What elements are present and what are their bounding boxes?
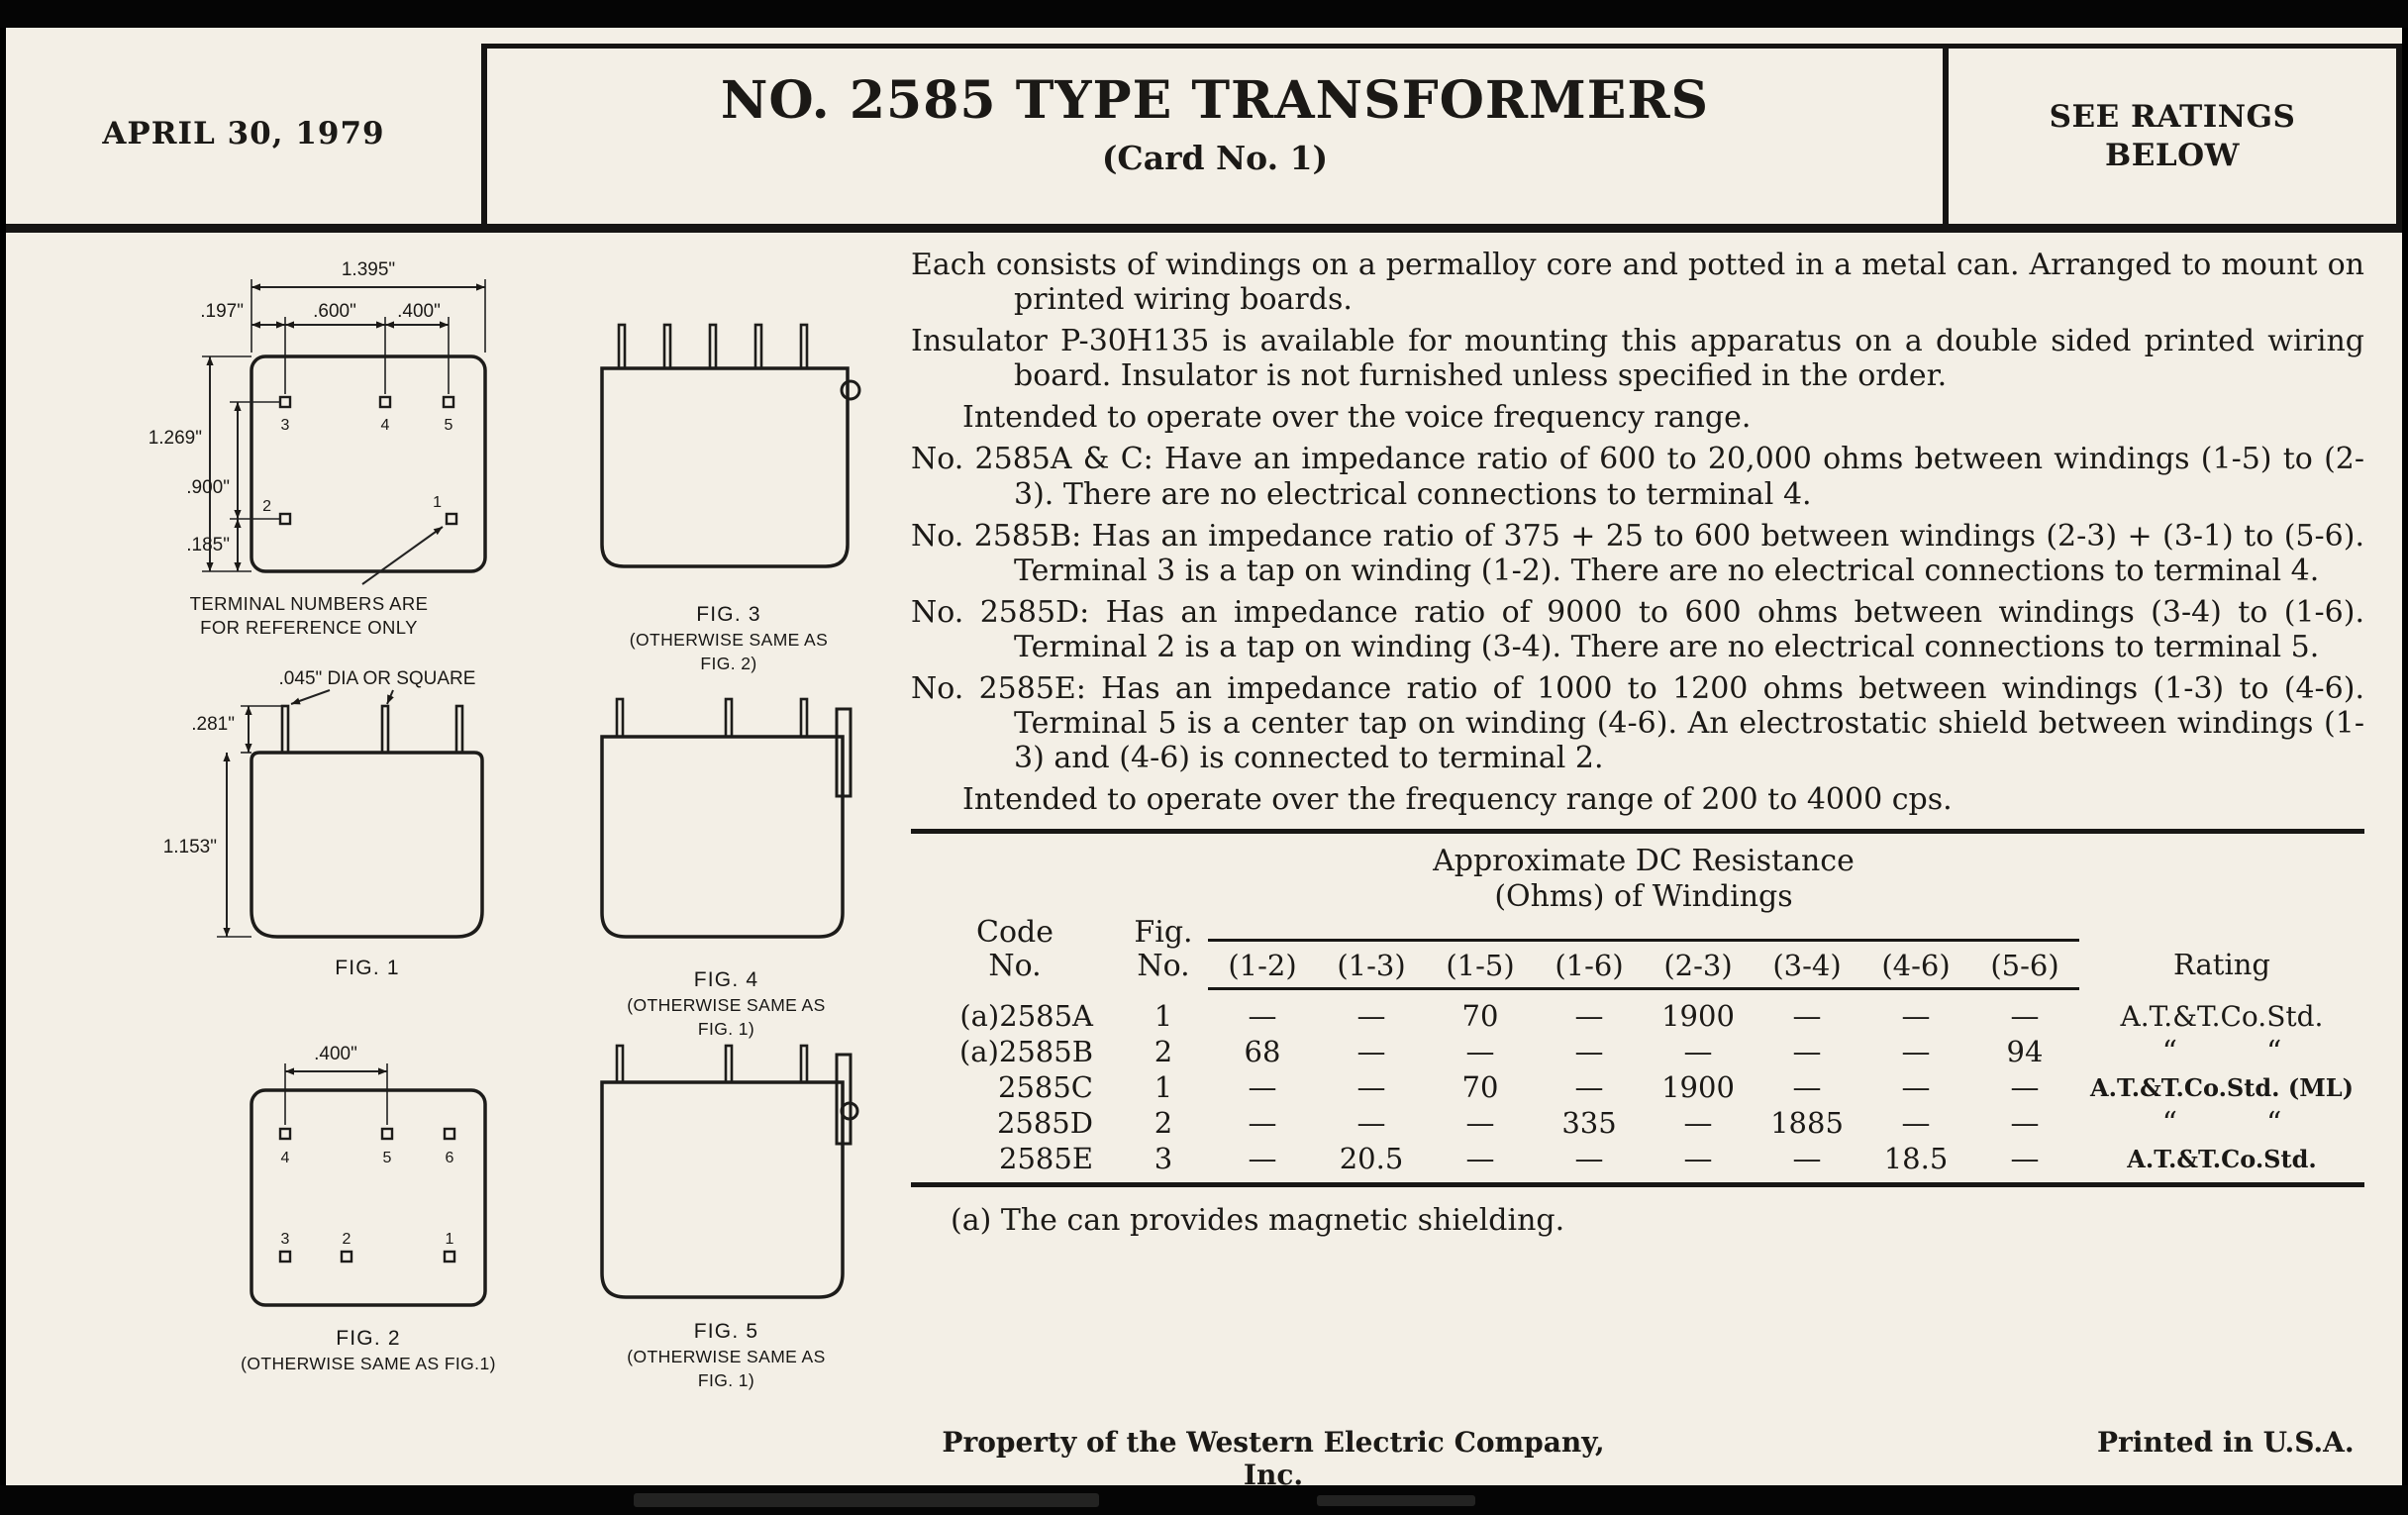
fig5-caption-text: FIG. 5 bbox=[693, 1320, 759, 1343]
fig1-can-outline bbox=[251, 356, 485, 571]
table-bottom-rule bbox=[911, 1182, 2364, 1187]
value-cell: 1900 bbox=[1661, 999, 1735, 1034]
winding-column-label: (1-5) bbox=[1446, 949, 1515, 983]
value-cell: 70 bbox=[1461, 999, 1499, 1034]
description-paragraph: No. 2585E: Has an impedance ratio of 1000 to 1200 ohms between windings (1-3) to (4-6). Terminal 5 is a center tap on winding (4-6). An electrostatic shield between windings (1-3) and (4-6) is connected to terminal 2. bbox=[911, 671, 2364, 776]
value-cell: — bbox=[1248, 1142, 1277, 1176]
dc-resistance-table bbox=[911, 829, 2364, 1238]
description-paragraph: No. 2585B: Has an impedance ratio of 375 + 25 to 600 between windings (2-3) + (3-1) to (5-6). Terminal 3 is a tap on winding (1-2). There are no electrical connections to terminal 4. bbox=[911, 518, 2364, 588]
value-cell: 94 bbox=[2006, 1035, 2044, 1069]
property-notice: Property of the Western Electric Company, Inc. bbox=[942, 1426, 1605, 1491]
value-cell: — bbox=[2010, 1070, 2040, 1105]
terminal-number: 5 bbox=[444, 417, 453, 434]
value-cell: — bbox=[1683, 1142, 1713, 1176]
fig3-caption-text: FIG. 3 bbox=[696, 603, 761, 626]
terminal-note-line1: TERMINAL NUMBERS ARE bbox=[189, 593, 429, 614]
table-body bbox=[911, 998, 2364, 1176]
value-cell: 1885 bbox=[1770, 1106, 1844, 1141]
table-header-row bbox=[911, 916, 2364, 982]
fig3-subcaption-line1: (OTHERWISE SAME AS bbox=[629, 630, 829, 650]
value-cell: — bbox=[1356, 1106, 1386, 1141]
rating-cell: A.T.&T.Co.Std. (ML) bbox=[2090, 1072, 2354, 1102]
description-paragraph: No. 2585A & C: Have an impedance ratio of 600 to 20,000 ohms between windings (1-5) to (2-3). There are no electrical connections to terminal 4. bbox=[911, 442, 2364, 512]
printed-in-notice: Printed in U.S.A. bbox=[2097, 1426, 2355, 1459]
value-cell: — bbox=[1901, 1070, 1931, 1105]
scan-smudge bbox=[1317, 1495, 1475, 1506]
value-cell: 1900 bbox=[1661, 1070, 1735, 1105]
ratings-note-line2: BELOW bbox=[2105, 137, 2240, 173]
table-row bbox=[911, 1069, 2364, 1105]
winding-column-label: (1-3) bbox=[1337, 949, 1406, 983]
fig1-dim-mid-label: .600" bbox=[313, 301, 356, 322]
fig5-subcaption-line2: FIG. 1) bbox=[697, 1370, 755, 1390]
ratings-note-line1: SEE RATINGS bbox=[2049, 98, 2296, 135]
value-cell: — bbox=[1574, 1070, 1604, 1105]
value-cell: — bbox=[1574, 1142, 1604, 1176]
value-cell: 68 bbox=[1244, 1035, 1281, 1069]
fig1-dim-inner-label: .900" bbox=[186, 477, 230, 498]
fig1-caption-text: FIG. 1 bbox=[335, 957, 400, 979]
terminal-number: 3 bbox=[280, 1231, 290, 1248]
terminal-number: 4 bbox=[380, 417, 390, 434]
value-cell: — bbox=[1465, 1142, 1495, 1176]
value-cell: — bbox=[1465, 1035, 1495, 1069]
table-footnote: (a) The can provides magnetic shielding. bbox=[951, 1203, 1565, 1239]
page-title: NO. 2585 TYPE TRANSFORMERS bbox=[720, 70, 1710, 131]
fig2-dim-width-label: .400" bbox=[314, 1044, 357, 1064]
issue-date: APRIL 30, 1979 bbox=[102, 116, 385, 152]
fig1-side-can-outline bbox=[251, 753, 482, 937]
table-row bbox=[911, 998, 2364, 1034]
value-cell: 20.5 bbox=[1339, 1142, 1404, 1176]
table-row bbox=[911, 1105, 2364, 1141]
figures-column bbox=[6, 226, 915, 1488]
terminal-number: 2 bbox=[262, 498, 271, 515]
rating-cell: “ “ bbox=[2161, 1034, 2282, 1069]
terminal-number: 5 bbox=[382, 1150, 392, 1166]
code-cell: 2585E bbox=[999, 1142, 1093, 1176]
fig2-top-view-drawing bbox=[154, 1030, 531, 1327]
fig-cell: 1 bbox=[1154, 999, 1173, 1034]
column-header-fig: Fig. No. bbox=[1134, 915, 1193, 983]
fig-cell: 3 bbox=[1154, 1142, 1173, 1176]
datasheet-paper bbox=[6, 28, 2402, 1491]
fig-cell: 2 bbox=[1154, 1035, 1173, 1069]
value-cell: — bbox=[1901, 1106, 1931, 1141]
description-paragraph: Intended to operate over the voice frequency range. bbox=[962, 400, 1752, 436]
code-cell: 2585C bbox=[998, 1070, 1093, 1105]
rating-cell: A.T.&T.Co.Std. bbox=[2120, 999, 2324, 1033]
page-footer bbox=[6, 1426, 2402, 1491]
page-subtitle: (Card No. 1) bbox=[1101, 139, 1329, 177]
fig4-drawing bbox=[590, 693, 862, 946]
table-row bbox=[911, 1141, 2364, 1176]
fig2-caption bbox=[210, 1327, 527, 1374]
fig4-subcaption-line2: FIG. 1) bbox=[697, 1019, 755, 1039]
value-cell: — bbox=[1683, 1035, 1713, 1069]
value-cell: — bbox=[1574, 1035, 1604, 1069]
fig-cell: 2 bbox=[1154, 1106, 1173, 1141]
fig1-pin-dim-label: .045" DIA OR SQUARE bbox=[278, 668, 476, 689]
table-title-line2: (Ohms) of Windings bbox=[1494, 878, 1793, 914]
winding-column-label: (4-6) bbox=[1881, 949, 1951, 983]
value-cell: — bbox=[1792, 1035, 1822, 1069]
fig5-subcaption-line1: (OTHERWISE SAME AS bbox=[627, 1347, 826, 1366]
value-cell: — bbox=[1248, 1070, 1277, 1105]
rating-cell: “ “ bbox=[2161, 1105, 2282, 1141]
description-paragraph: Insulator P-30H135 is available for mounting this apparatus on a double sided printed wiring board. Insulator is not furnished unless specified in the order. bbox=[911, 324, 2364, 394]
fig1-top-view-drawing bbox=[65, 255, 521, 663]
value-cell: — bbox=[1792, 1070, 1822, 1105]
value-cell: — bbox=[2010, 999, 2040, 1034]
winding-column-label: (1-6) bbox=[1555, 949, 1624, 983]
description-column bbox=[911, 248, 2364, 1238]
fig1-pin-height-label: .281" bbox=[191, 714, 235, 735]
terminal-number: 6 bbox=[445, 1150, 454, 1166]
terminal-number: 2 bbox=[342, 1231, 351, 1248]
code-cell: (a)2585B bbox=[958, 1035, 1093, 1069]
title-block bbox=[6, 44, 2402, 233]
description-paragraph: No. 2585D: Has an impedance ratio of 9000 to 600 ohms between windings (3-4) to (1-6). Terminal 2 is a tap on winding (3-4). There are no electrical connections to terminal 5. bbox=[911, 594, 2364, 664]
value-cell: — bbox=[1356, 999, 1386, 1034]
fig1-dim-left-label: .197" bbox=[200, 301, 244, 322]
fig4-caption bbox=[590, 968, 862, 1040]
value-cell: 335 bbox=[1561, 1106, 1617, 1141]
fig3-caption bbox=[590, 603, 867, 674]
fig1-side-view-drawing bbox=[100, 658, 516, 956]
fig1-dim-right-label: .400" bbox=[397, 301, 441, 322]
scan-smudge bbox=[634, 1493, 1099, 1507]
terminal-note-line2: FOR REFERENCE ONLY bbox=[200, 617, 418, 638]
fig4-can-outline bbox=[602, 737, 843, 937]
code-cell: (a)2585A bbox=[959, 999, 1093, 1034]
description-paragraph: Intended to operate over the frequency range of 200 to 4000 cps. bbox=[962, 782, 1953, 818]
value-cell: — bbox=[1248, 999, 1277, 1034]
terminal-number: 1 bbox=[433, 494, 442, 511]
winding-column-label: (3-4) bbox=[1772, 949, 1842, 983]
winding-column-label: (1-2) bbox=[1228, 949, 1297, 983]
value-cell: — bbox=[1792, 1142, 1822, 1176]
value-cell: — bbox=[1356, 1035, 1386, 1069]
fig1-caption bbox=[209, 957, 526, 980]
fig5-drawing bbox=[590, 1040, 862, 1307]
fig3-can-outline bbox=[602, 368, 848, 566]
column-header-code: Code No. bbox=[976, 915, 1054, 983]
table-row bbox=[911, 1034, 2364, 1069]
fig3-drawing bbox=[590, 317, 867, 584]
fig4-caption-text: FIG. 4 bbox=[693, 968, 759, 991]
fig2-subcaption: (OTHERWISE SAME AS FIG.1) bbox=[241, 1354, 496, 1373]
fig1-dim-bottom-label: .185" bbox=[186, 535, 230, 556]
fig1-dim-width-label: 1.395" bbox=[341, 259, 396, 280]
date-cell bbox=[6, 44, 481, 224]
title-cell bbox=[487, 44, 1943, 224]
table-top-rule bbox=[911, 829, 2364, 834]
fig3-subcaption-line2: FIG. 2) bbox=[700, 654, 757, 673]
scan-top-border bbox=[0, 0, 2408, 28]
table-title-line1: Approximate DC Resistance bbox=[1433, 844, 1855, 879]
rating-cell: A.T.&T.Co.Std. bbox=[2127, 1144, 2317, 1173]
table-title bbox=[1208, 844, 2079, 914]
value-cell: — bbox=[2010, 1106, 2040, 1141]
fig2-can-outline bbox=[251, 1090, 485, 1305]
terminal-number: 1 bbox=[445, 1231, 454, 1248]
terminal-number: 3 bbox=[280, 417, 290, 434]
column-header-rating: Rating bbox=[2173, 948, 2270, 982]
fig2-caption-text: FIG. 2 bbox=[336, 1327, 401, 1350]
fig-cell: 1 bbox=[1154, 1070, 1173, 1105]
description-paragraph: Each consists of windings on a permalloy core and potted in a metal can. Arranged to mount on printed wiring boards. bbox=[911, 248, 2364, 318]
winding-column-label: (5-6) bbox=[1990, 949, 2059, 983]
fig1-dim-height-label: 1.269" bbox=[148, 428, 202, 449]
value-cell: — bbox=[1792, 999, 1822, 1034]
table-header-rule bbox=[1208, 987, 2079, 990]
value-cell: — bbox=[1901, 999, 1931, 1034]
code-cell: 2585D bbox=[996, 1106, 1093, 1141]
fig4-subcaption-line1: (OTHERWISE SAME AS bbox=[627, 995, 826, 1015]
winding-columns-header bbox=[1208, 939, 2079, 982]
value-cell: — bbox=[1901, 1035, 1931, 1069]
value-cell: 18.5 bbox=[1883, 1142, 1949, 1176]
fig1-can-height-label: 1.153" bbox=[162, 837, 217, 858]
value-cell: — bbox=[1465, 1106, 1495, 1141]
fig5-caption bbox=[590, 1320, 862, 1391]
winding-column-label: (2-3) bbox=[1663, 949, 1733, 983]
terminal-number: 4 bbox=[280, 1150, 290, 1166]
fig5-can-outline bbox=[602, 1082, 843, 1297]
value-cell: — bbox=[1574, 999, 1604, 1034]
value-cell: — bbox=[1356, 1070, 1386, 1105]
value-cell: — bbox=[1248, 1106, 1277, 1141]
value-cell: — bbox=[2010, 1142, 2040, 1176]
value-cell: 70 bbox=[1461, 1070, 1499, 1105]
ratings-note bbox=[1949, 44, 2402, 224]
value-cell: — bbox=[1683, 1106, 1713, 1141]
